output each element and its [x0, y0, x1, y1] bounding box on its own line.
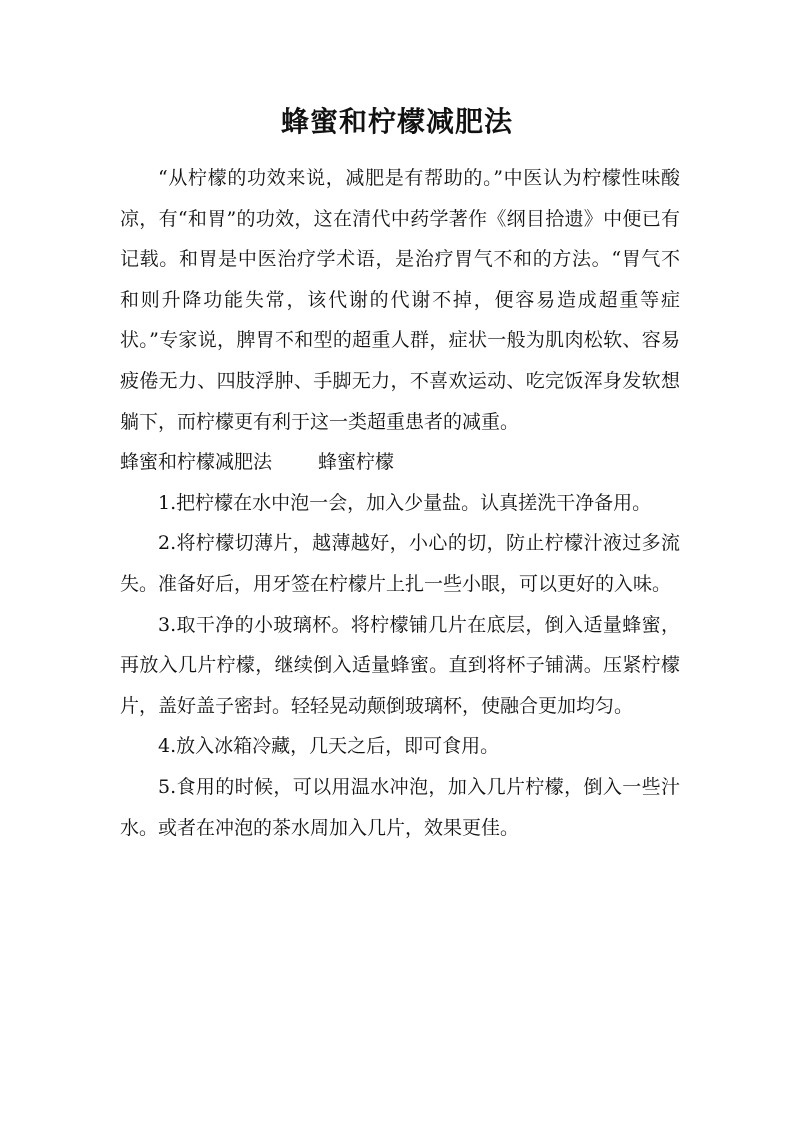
intro-paragraph: “从柠檬的功效来说，减肥是有帮助的。”中医认为柠檬性味酸凉，有“和胃”的功效，这在清代中药学著作《纲目拾遗》中便已有记载。和胃是中医治疗学术语，是治疗胃气不和的方法。“胃气不和则升降功能失常，该代谢的代谢不掉，便容易造成超重等症状。”专家说，脾胃不和型的超重人群，症状一般为肌肉松软、容易疲倦无力、四肢浮肿、手脚无力，不喜欢运动、吃完饭浑身发软想躺下，而柠檬更有利于这一类超重患者的减重。: [120, 167, 680, 433]
document-title: 蜂蜜和柠檬减肥法: [280, 105, 513, 138]
step-2: 2.将柠檬切薄片，越薄越好，小心的切，防止柠檬汁液过多流失。准备好后，用牙签在柠檬片上扎一些小眼，可以更好的入味。: [120, 532, 680, 595]
section-heading: [120, 442, 680, 483]
step-3: 3.取干净的小玻璃杯。将柠檬铺几片在底层，倒入适量蜂蜜，再放入几片柠檬，继续倒入适量蜂蜜。直到将杯子铺满。压紧柠檬片，盖好盖子密封。轻轻晃动颠倒玻璃杯，使融合更加均匀。: [120, 613, 680, 717]
step-1: 1.把柠檬在水中泡一会，加入少量盐。认真搓洗干净备用。: [158, 491, 652, 514]
section-label: 蜂蜜和柠檬减肥法: [120, 451, 273, 474]
section-subtitle: 蜂蜜柠檬: [318, 451, 395, 474]
document-body: [120, 158, 680, 848]
step-5: 5.食用的时候，可以用温水冲泡，加入几片柠檬，倒入一些汁水。或者在冲泡的茶水周加入几片，效果更佳。: [120, 775, 680, 839]
step-4: 4.放入冰箱冷藏，几天之后，即可食用。: [158, 735, 500, 758]
